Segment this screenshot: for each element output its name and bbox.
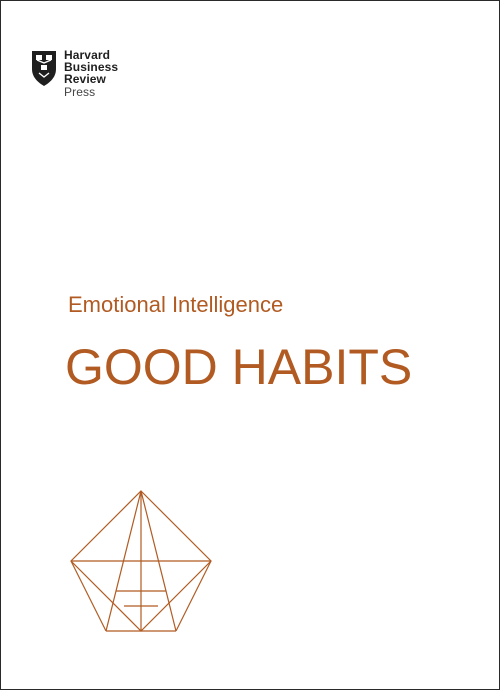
publisher-line-review: Review (64, 72, 106, 86)
publisher-logo (31, 49, 151, 99)
publisher-line-press: Press (64, 85, 96, 99)
harvard-shield-icon (31, 49, 57, 87)
publisher-name (64, 49, 118, 98)
book-title: GOOD HABITS (65, 339, 413, 395)
publisher-line-business: Business (64, 60, 119, 74)
pyramid-emblem (61, 481, 221, 641)
publisher-line-harvard: Harvard (64, 48, 111, 62)
pyramid-icon (61, 481, 221, 641)
series-title: Emotional Intelligence (68, 292, 284, 317)
